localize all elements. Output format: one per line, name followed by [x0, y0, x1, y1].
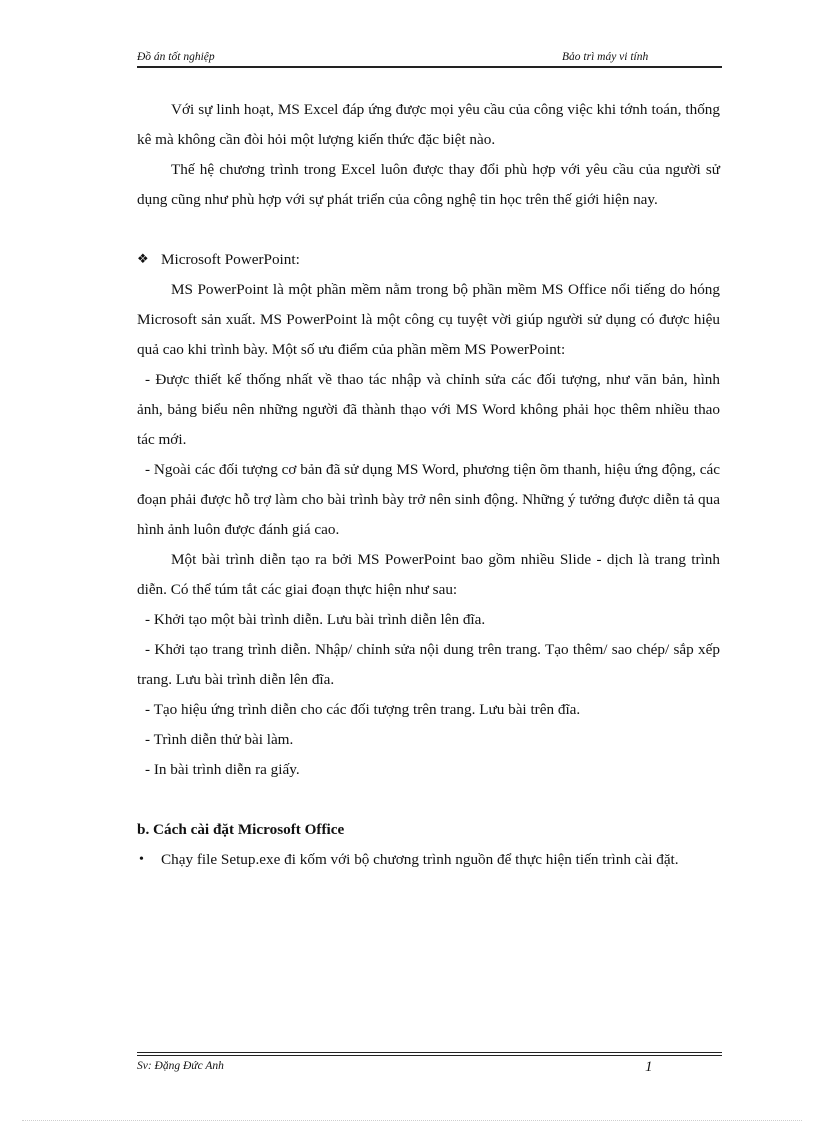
list-item: - Được thiết kế thống nhất về thao tác nhập và chỉnh sửa các đối tượng, như văn bản, hình ảnh, bảng biểu nên những người đã thành thạo với MS Word không phải học thêm nhiều thao tác mới. [137, 371, 720, 448]
bullet-dot-icon: • [139, 852, 144, 867]
paragraph-excel-versions: Thế hệ chương trình trong Excel luôn được thay đổi phù hợp với yêu cầu của người sử dụng cũng như phù hợp với sự phát triển của công nghệ tin học trên thế giới hiện nay. [137, 161, 720, 208]
blank-line [137, 215, 720, 245]
powerpoint-heading-text: Microsoft PowerPoint: [161, 251, 300, 268]
list-item: - Trình diễn thử bài làm. [145, 731, 294, 748]
paragraph-powerpoint-intro: MS PowerPoint là một phần mềm nằm trong bộ phần mềm MS Office nổi tiếng do hóng Microsoft sản xuất. MS PowerPoint là một công cụ tuyệt vời giúp người sử dụng có được hiệu quả cao khi trình bày. Một số ưu điểm của phần mềm MS PowerPoint: [137, 281, 720, 358]
page-number: 1 [645, 1059, 653, 1075]
list-item: - Tạo hiệu ứng trình diễn cho các đối tượng trên trang. Lưu bài trên đĩa. [145, 701, 581, 718]
diamond-bullet-icon: ❖ [137, 252, 149, 267]
document-body [137, 95, 720, 875]
paragraph-slides: Một bài trình diễn tạo ra bởi MS PowerPoint bao gồm nhiều Slide - dịch là trang trình diễn. Có thể túm tắt các giai đoạn thực hiện như sau: [137, 551, 720, 598]
page-footer [137, 1060, 721, 1080]
install-step-text: Chạy file Setup.exe đi kốm với bộ chương trình nguồn để thực hiện tiến trình cài đặt. [161, 851, 679, 868]
install-step [137, 845, 720, 875]
header-right-text: Bảo trì máy vi tính [562, 51, 649, 63]
list-item: - Khởi tạo một bài trình diễn. Lưu bài trình diễn lên đĩa. [145, 611, 486, 628]
blank-line [137, 785, 720, 815]
header-left-text: Đồ án tốt nghiệp [137, 51, 215, 63]
list-item: - In bài trình diễn ra giấy. [145, 761, 300, 778]
list-item: - Ngoài các đối tượng cơ bản đã sử dụng MS Word, phương tiện õm thanh, hiệu ứng động, các đoạn phải được hỗ trợ làm cho bài trình bày trở nên sinh động. Những ý tưởng được diễn tả qua hình ảnh luôn được đánh giá cao. [137, 461, 720, 538]
paragraph-excel-flexibility: Với sự linh hoạt, MS Excel đáp ứng được mọi yêu cầu của công việc khi tớnh toán, thống kê mà không cần đòi hỏi một lượng kiến thức đặc biệt nào. [137, 101, 720, 148]
powerpoint-heading [137, 245, 720, 275]
footer-author: Sv: Đặng Đức Anh [137, 1060, 224, 1072]
header-rule [137, 66, 722, 68]
list-item: - Khởi tạo trang trình diễn. Nhập/ chỉnh sửa nội dung trên trang. Tạo thêm/ sao chép/ sắp xếp trang. Lưu bài trình diễn lên đĩa. [137, 641, 720, 688]
footer-rule-top [137, 1052, 722, 1053]
page-edge-divider [22, 1120, 802, 1121]
section-heading-install: b. Cách cài đặt Microsoft Office [137, 821, 345, 838]
page-header [137, 50, 721, 66]
footer-rule-bottom [137, 1055, 722, 1056]
